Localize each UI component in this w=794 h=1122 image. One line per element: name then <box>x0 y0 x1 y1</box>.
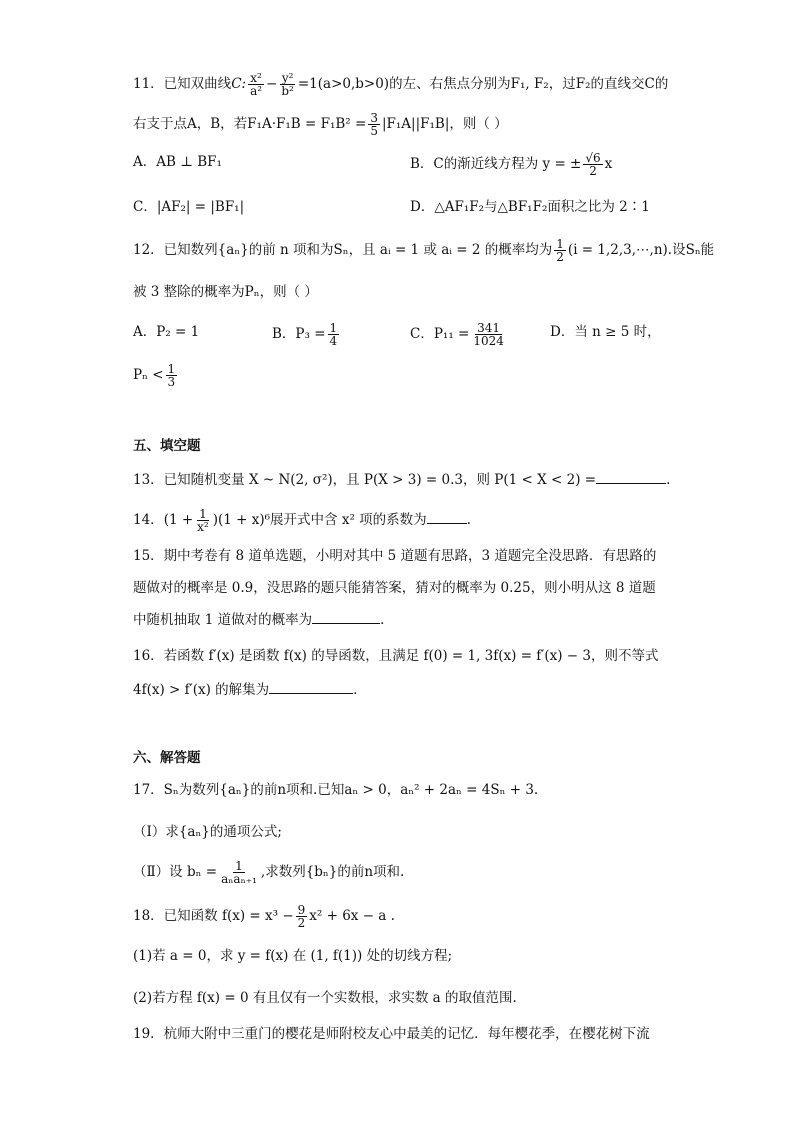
q11-line2: 右支于点A，B，若F₁A·F₁B = F₁B² = $\frac{3}{5}$ |F₁A||F₁B|，则（ ） <box>133 111 508 138</box>
fraction: $\frac{3}{5}$ <box>370 111 378 138</box>
q12-option-b: B．P₃ = $\frac{1}{4}$ <box>272 321 338 348</box>
q18-part2: (2)若方程 f(x) = 0 有且仅有一个实数根，求实数 a 的取值范围. <box>133 990 517 1006</box>
q12-option-d-cont: Pₙ < $\frac{1}{3}$ <box>133 362 176 389</box>
q16-line1: 16．若函数 f′(x) 是函数 f(x) 的导函数，且满足 f(0) = 1, 3f(x) = f′(x) − 3，则不等式 <box>133 648 659 664</box>
q12-option-d: D．当 n ≥ 5 时， <box>550 324 661 340</box>
q11-line1: 11．已知双曲线C: $\frac{\text{x²}}{\text{a²}}$ − $\frac{\text{y²}}{\text{b²}}$ =1(a>0,b>0)的左、右焦点分别为F₁, F₂，过F₂的直线交C的 <box>133 71 669 98</box>
fraction: $\frac{1}{\text{aₙaₙ₊₁}}$ <box>221 859 257 886</box>
fraction: $\frac{\text{x²}}{\text{a²}}$ <box>250 71 263 98</box>
q11-option-d: D．△AF₁F₂与△BF₁F₂面积之比为 2∶1 <box>410 199 650 215</box>
fraction: $\frac{9}{2}$ <box>297 903 306 930</box>
q12-line2: 被 3 整除的概率为Pₙ，则（ ） <box>133 284 318 300</box>
fraction: $\frac{1}{2}$ <box>556 237 564 264</box>
q17-part1: （Ⅰ）求{aₙ}的通项公式; <box>133 824 282 840</box>
q12-option-a: A．P₂ = 1 <box>133 324 200 340</box>
q15-line3: 中随机抽取 1 道做对的概率为 . <box>133 612 385 628</box>
q12-line1: 12．已知数列{aₙ}的前 n 项和为Sₙ，且 aᵢ = 1 或 aᵢ = 2 的概率均为 $\frac{1}{2}$ (i = 1,2,3,⋯,n).设Sₙ能 <box>133 237 715 264</box>
section-heading-fill-in: 五、填空题 <box>133 438 201 454</box>
q13: 13．已知随机变量 X ~ N(2, σ²)，且 P(X > 3) = 0.3，则 P(1 < X < 2) = . <box>133 472 671 488</box>
q17-line1: 17．Sₙ为数列{aₙ}的前n项和.已知aₙ > 0，aₙ² + 2aₙ = 4Sₙ + 3. <box>133 782 539 798</box>
q16-line2: 4f(x) > f′(x) 的解集为 . <box>133 682 358 698</box>
q18-part1: (1)若 a = 0，求 y = f(x) 在 (1, f(1)) 处的切线方程; <box>133 948 453 964</box>
answer-blank <box>427 511 467 524</box>
q19-line1: 19．杭师大附中三重门的樱花是师附校友心中最美的记忆．每年樱花季，在樱花树下流 <box>133 1026 650 1042</box>
q11-option-a: A．AB ⊥ BF₁ <box>133 154 222 170</box>
q17-part2: （Ⅱ）设 bₙ = $\frac{1}{\text{aₙaₙ₊₁}}$ ,求数列{bₙ}的前n项和. <box>133 859 405 886</box>
q11-option-c: C．|AF₂| = |BF₁| <box>133 199 245 215</box>
q14: 14．(1 + $\frac{1}{\text{x²}}$ )(1 + x)⁶展开式中含 x² 项的系数为 . <box>133 507 471 534</box>
answer-blank <box>596 471 666 484</box>
q15-line1: 15．期中考卷有 8 道单选题，小明对其中 5 道题有思路，3 道题完全没思路．有思路的 <box>133 548 657 564</box>
fraction: $\frac{341}{1024}$ <box>473 321 504 348</box>
section-heading-answer: 六、解答题 <box>133 750 201 766</box>
fraction: $\frac{1}{4}$ <box>329 321 338 348</box>
answer-blank <box>312 611 380 624</box>
fraction: $\frac{\text{y²}}{\text{b²}}$ <box>281 71 294 98</box>
q12-option-c: C．P₁₁ = $\frac{341}{1024}$ <box>410 321 504 348</box>
fraction: $\frac{1}{3}$ <box>167 362 176 389</box>
fraction: $\frac{1}{\text{x²}}$ <box>197 507 209 534</box>
answer-blank <box>269 681 353 694</box>
fraction: $\frac{√6}{2}$ <box>585 151 601 178</box>
q18-line1: 18．已知函数 f(x) = x³ − $\frac{9}{2}$ x² + 6x − a . <box>133 903 395 930</box>
q15-line2: 题做对的概率是 0.9，没思路的题只能猜答案，猜对的概率为 0.25，则小明从这 8 道题 <box>133 580 656 596</box>
q11-option-b: B．C的渐近线方程为 y = ± $\frac{√6}{2}$ x <box>410 151 613 178</box>
